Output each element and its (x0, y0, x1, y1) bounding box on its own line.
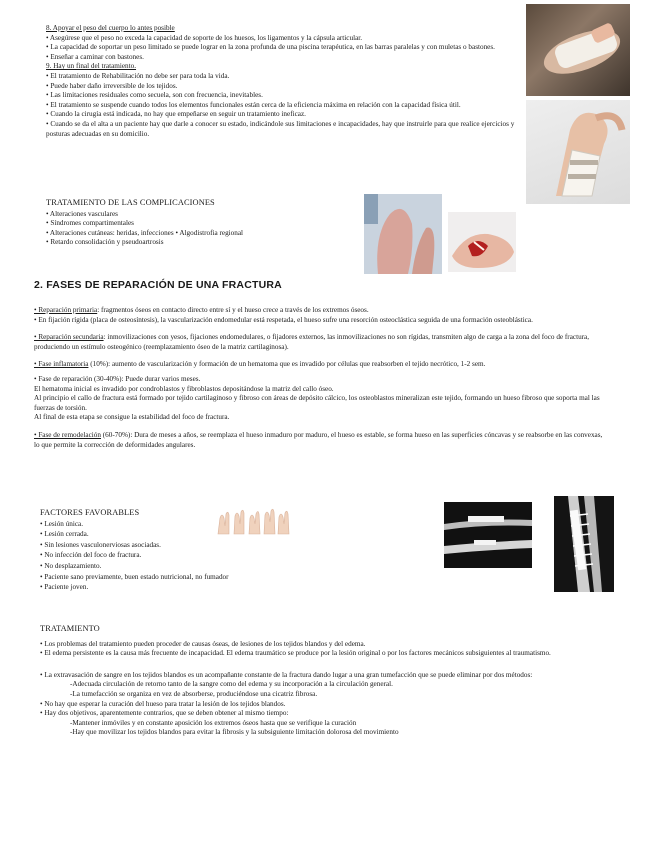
text-line: • El edema persistente es la causa más frecuente de incapacidad. El edema traumático se produce por la lesión original o por los factores mecánicos subsiguientes al traumatismo. (40, 649, 551, 658)
list-item: • Paciente sano previamente, buen estado nutricional, no fumador (40, 572, 300, 583)
secondary-repair-label: • Reparación secundaria (34, 333, 104, 342)
section-9-heading: 9. Hay un final del tratamiento. (46, 62, 137, 71)
text-line: • Los problemas del tratamiento pueden proceder de causas óseas, de lesiones de los tejidos blandos y del edema. (40, 639, 366, 648)
text-line: • El tratamiento se suspende cuando todos los elementos funcionales están cerca de la eficiencia máxima en relación con la capacidad física útil. (46, 100, 461, 109)
text-line: • Asegúrese que el peso no exceda la capacidad de soporte de los huesos, los ligamentos y la cápsula articular. (46, 33, 363, 42)
text-line: • En fijación rígida (placa de osteosíntesis), la vascularización endomedular está respetada, el hueso sufre una resorción osteoclástica seguida de una formación osteoblástica. (34, 315, 533, 324)
text-line: -Mantener inmóviles y en constante aposición los extremos óseos hasta que se verifique la curación (70, 718, 357, 727)
secondary-repair-text: : inmovilizaciones con yesos, fijaciones endomedulares, o fijadores externos, las inmovilizaciones no son rígidas, transmiten algo de carga a la zona del foco de fractura, produciendo un estímulo osteogénico (reemplazamiento óseo de la matriz cartilaginosa). (34, 333, 590, 351)
remodeling-phase-label: • Fase de remodelación (34, 430, 101, 439)
text-line: -Adecuada circulación de retorno tanto de la sangre como del edema y su incorporación a la circulación general. (70, 680, 393, 689)
wrist-splint-photo (526, 100, 630, 204)
list-item: • Paciente joven. (40, 582, 300, 593)
text-line: • Hay dos objetivos, aparentemente contrarios, que se deben obtener al mismo tiempo: (40, 709, 289, 718)
treatment-title: TRATAMIENTO (40, 624, 100, 633)
xray-plate-photo (554, 496, 614, 592)
list-item: • Lesión cerrada. (40, 529, 300, 540)
remodeling-phase-text: (60-70%): Dura de meses a años, se reemplaza el hueso inmaduro por maduro, el hueso es estable, se forma hueso en las superficies cóncavas y se reabsorbe en las convexas, lo que permite la corrección de deformidades angulares. (34, 430, 603, 449)
list-item: • Retardo consolidación y pseudoartrosis (46, 238, 364, 248)
hands-illustration (214, 506, 292, 536)
phases-section (34, 306, 608, 450)
text-line: • Enseñar a caminar con bastones. (46, 52, 144, 61)
text-line: Al principio el callo de fractura está formado por tejido cartilaginoso y fibroso con áreas de depósito cálcico, los osteoblastos mineralizan este tejido, formando un hueso fibroso que soporta mal las fuerzas de torsión. (34, 394, 600, 412)
list-item: • No desplazamiento. (40, 561, 300, 572)
section-8-9 (46, 24, 518, 139)
text-line: -La tumefacción se organiza en vez de absorberse, produciéndose una cicatriz fibrosa. (70, 689, 318, 698)
complications-title: TRATAMIENTO DE LAS COMPLICACIONES (46, 198, 215, 207)
list-item: • Alteraciones vasculares (46, 210, 364, 220)
factors-title: FACTORES FAVORABLES (40, 508, 140, 517)
primary-repair-label: • Reparación primaria (34, 306, 98, 314)
treatment-section (40, 624, 600, 738)
inflammatory-phase-text: (10%): aumento de vascularización y formación de un hematoma que es invadido por células que reabsorben el tejido necrótico, 1-2 sem. (88, 360, 486, 369)
list-item: • No infección del foco de fractura. (40, 550, 300, 561)
text-line: • Las limitaciones residuales como secuela, son con frecuencia, inevitables. (46, 91, 263, 100)
text-line: • Puede haber daño irreversible de los tejidos. (46, 81, 178, 90)
list-item: • Lesión única. (40, 519, 300, 530)
text-line: • La extravasación de sangre en los tejidos blandos es un acompañante constante de la fractura dando lugar a una gran tumefacción que se puede eliminar por dos métodos: (40, 670, 533, 679)
hand-splint-photo (526, 4, 630, 96)
text-line: • Cuando se da el alta a un paciente hay que darle a conocer su estado, indicándole sus limitaciones e incapacidades, hay que instruirle para que realice ejercicios y posturas adecuadas en su domicilio. (46, 119, 515, 138)
text-line: -Hay que movilizar los tejidos blandos para evitar la fibrosis y la subsiguiente limitación dolorosa del movimiento (70, 728, 399, 737)
xray-photo (444, 502, 532, 568)
complications-section (46, 198, 364, 248)
text-line: • La capacidad de soportar un peso limitado se puede lograr en la zona profunda de una piscina terapéutica, en las barras paralelas y con muletas o bastones. (46, 43, 495, 52)
text-line: • El tratamiento de Rehabilitación no debe ser para toda la vida. (46, 71, 230, 80)
primary-repair-text: : fragmentos óseos en contacto directo entre sí y el hueso crece a través de los extremos óseos. (97, 306, 369, 314)
text-line: El hematoma inicial es invadido por condroblastos y fibroblastos depositándose la matriz del callo óseo. (34, 384, 334, 393)
leg-swelling-photo (364, 194, 442, 274)
list-item: • Alteraciones cutáneas: heridas, infecciones • Algodistrofia regional (46, 229, 364, 239)
text-line: • No hay que esperar la curación del hueso para tratar la lesión de los tejidos blandos. (40, 699, 286, 708)
text-line: • Cuando la cirugía está indicada, no hay que empeñarse en seguir un tratamiento ineficaz. (46, 110, 306, 119)
text-line: Al final de esta etapa se consigue la estabilidad del foco de fractura. (34, 413, 230, 422)
inflammatory-phase-label: • Fase inflamatoria (34, 360, 89, 369)
open-fracture-photo (448, 212, 516, 272)
text-line: • Fase de reparación (30-40%): Puede durar varios meses. (34, 374, 201, 383)
section-8-heading: 8. Apoyar el peso del cuerpo lo antes posible (46, 24, 175, 32)
list-item: • Sin lesiones vasculonerviosas asociadas. (40, 540, 300, 551)
list-item: • Síndromes compartimentales (46, 219, 364, 229)
phases-heading: 2. FASES DE REPARACIÓN DE UNA FRACTURA (34, 279, 282, 291)
